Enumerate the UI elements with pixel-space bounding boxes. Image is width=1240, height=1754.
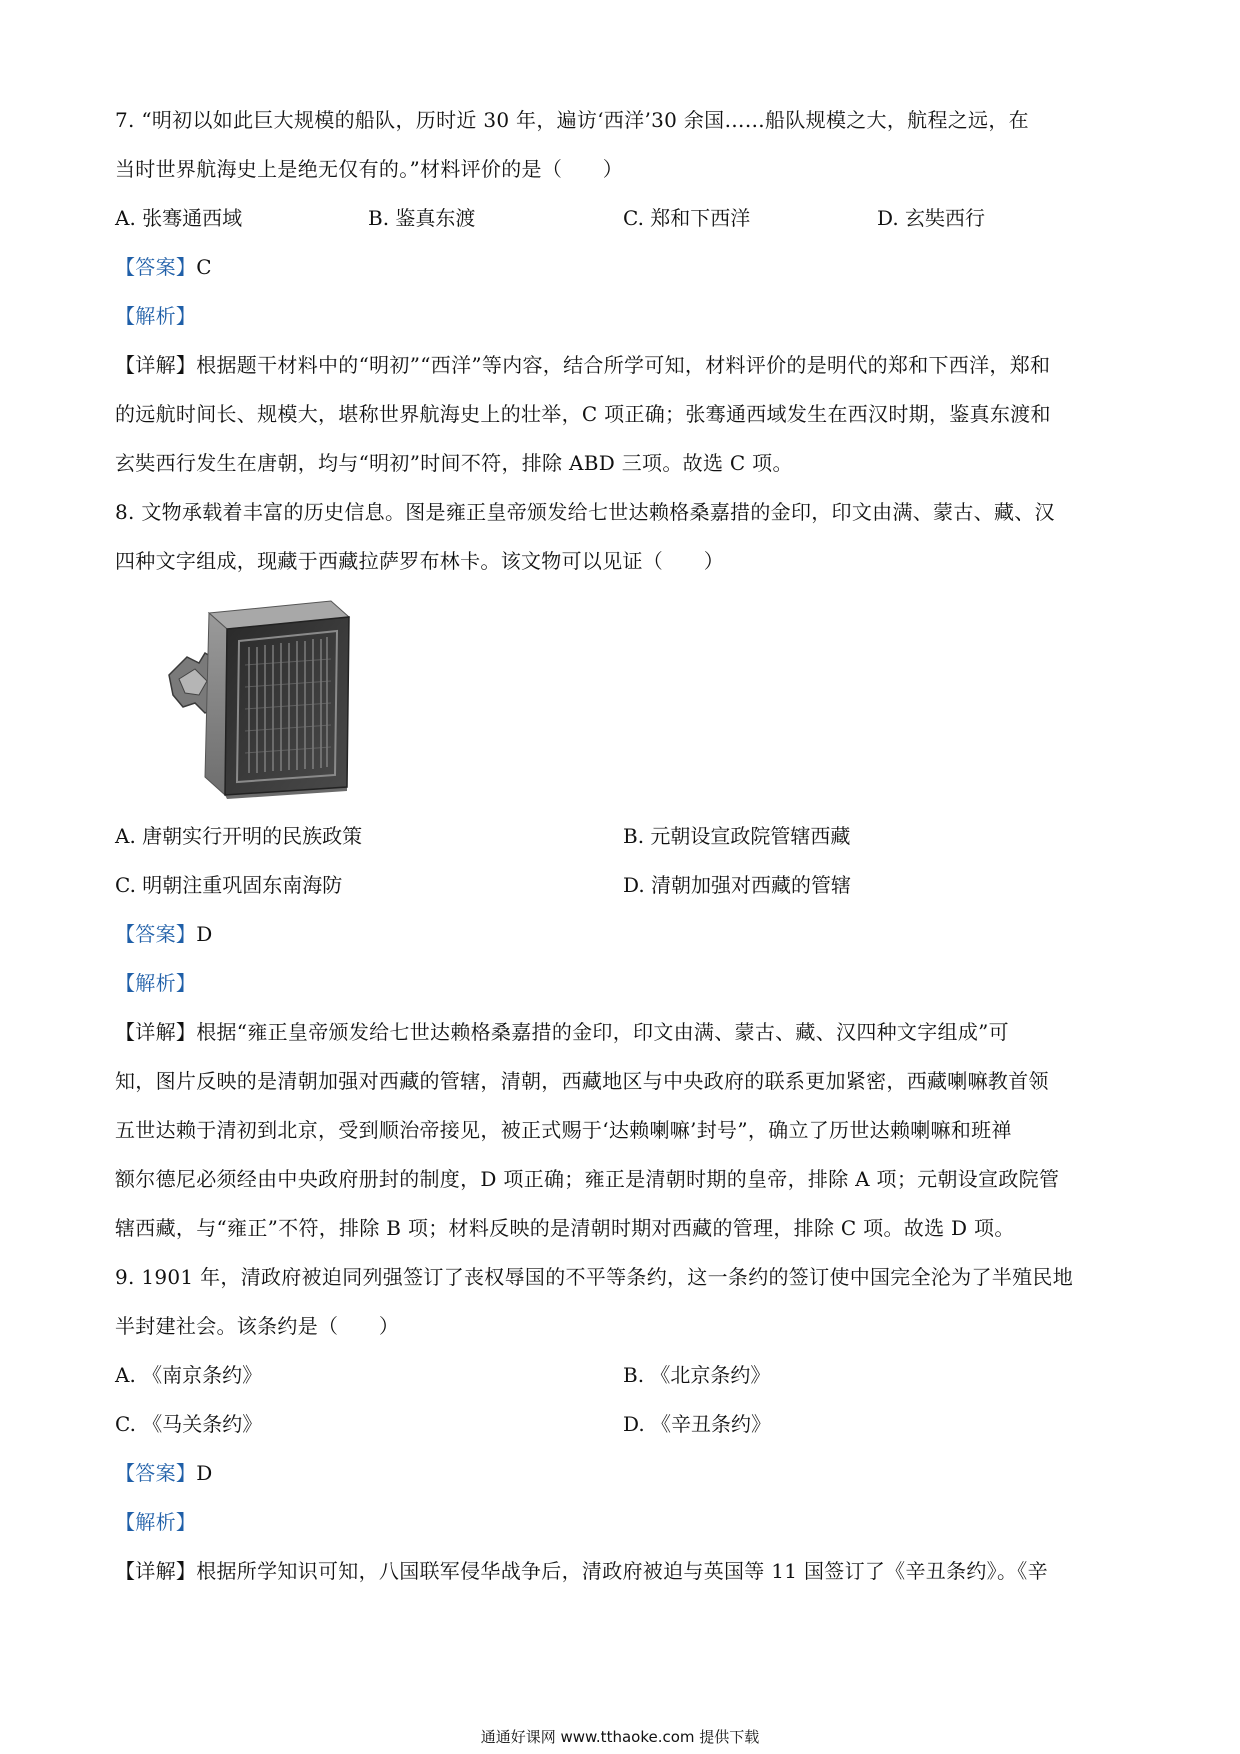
q9-detail-line-1 (115, 1558, 1135, 1584)
q7-detail-line-1 (115, 352, 1135, 378)
q8-detail-line-1 (115, 1019, 1135, 1045)
q8-option-d: D. 清朝加强对西藏的管辖 (623, 873, 852, 897)
q7-stem-line-1: 7. “明初以如此巨大规模的船队，历时近 30 年，遍访‘西洋’30 余国……船队规模之大，航程之远，在 (115, 108, 1029, 132)
q8-option-a: A. 唐朝实行开明的民族政策 (115, 824, 363, 848)
q9-analysis-tag (115, 1509, 1135, 1535)
q8-detail-line-5: 辖西藏，与“雍正”不符，排除 B 项；材料反映的是清朝时期对西藏的管理，排除 C 项。故选 D 项。 (115, 1216, 1015, 1240)
detail-text: 根据所学知识可知，八国联军侵华战争后，清政府被迫与英国等 11 国签订了《辛丑条约》。《辛 (196, 1559, 1048, 1583)
q8-answer (115, 921, 1135, 947)
detail-text: 根据题干材料中的“明初”“西洋”等内容，结合所学可知，材料评价的是明代的郑和下西洋，郑和 (196, 353, 1051, 377)
q7-option-a: A. 张骞通西域 (115, 206, 243, 230)
answer-tag: 【答案】 (115, 922, 197, 946)
q9-stem-line-2: 半封建社会。该条约是（ ） (115, 1314, 400, 1338)
q8-detail-line-4: 额尔德尼必须经由中央政府册封的制度，D 项正确；雍正是清朝时期的皇帝，排除 A 项；元朝设宣政院管 (115, 1167, 1060, 1191)
q8-detail-line-2: 知，图片反映的是清朝加强对西藏的管辖，清朝，西藏地区与中央政府的联系更加紧密，西藏喇嘛教首领 (115, 1069, 1049, 1093)
detail-text: 根据“雍正皇帝颁发给七世达赖格桑嘉措的金印，印文由满、蒙古、藏、汉四种文字组成”可 (196, 1020, 1009, 1044)
q7-detail-line-3: 玄奘西行发生在唐朝，均与“明初”时间不符，排除 ABD 三项。故选 C 项。 (115, 451, 793, 475)
q9-stem-line-1: 9. 1901 年，清政府被迫同列强签订了丧权辱国的不平等条约，这一条约的签订使中国完全沦为了半殖民地 (115, 1265, 1073, 1289)
q9-option-a: A. 《南京条约》 (115, 1363, 263, 1387)
golden-seal-photo (165, 595, 355, 800)
q7-stem-line-2: 当时世界航海史上是绝无仅有的。”材料评价的是（ ） (115, 157, 624, 181)
q7-analysis-tag (115, 303, 1135, 329)
q7-detail-line-2: 的远航时间长、规模大，堪称世界航海史上的壮举，C 项正确；张骞通西域发生在西汉时期，鉴真东渡和 (115, 402, 1051, 426)
q9-answer (115, 1460, 1135, 1486)
q8-analysis-tag (115, 970, 1135, 996)
q8-option-c: C. 明朝注重巩固东南海防 (115, 873, 343, 897)
analysis-tag: 【解析】 (115, 971, 197, 995)
q7-option-b: B. 鉴真东渡 (368, 206, 476, 230)
answer-value: C (196, 255, 212, 279)
q8-option-b: B. 元朝设宣政院管辖西藏 (623, 824, 851, 848)
q8-stem-line-1: 8. 文物承载着丰富的历史信息。图是雍正皇帝颁发给七世达赖格桑嘉措的金印，印文由满、蒙古、藏、汉 (115, 500, 1055, 524)
q9-option-d: D. 《辛丑条约》 (623, 1412, 772, 1436)
q8-detail-line-3: 五世达赖于清初到北京，受到顺治帝接见，被正式赐于‘达赖喇嘛’封号”，确立了历世达赖喇嘛和班禅 (115, 1118, 1012, 1142)
q9-option-b: B. 《北京条约》 (623, 1363, 771, 1387)
q7-option-d: D. 玄奘西行 (877, 206, 986, 230)
footer-watermark: 通通好课网 www.tthaoke.com 提供下载 (480, 1728, 760, 1746)
answer-tag: 【答案】 (115, 1461, 197, 1485)
answer-value: D (196, 922, 213, 946)
q7-answer (115, 254, 1135, 280)
answer-tag: 【答案】 (115, 255, 197, 279)
detail-tag: 【详解】 (115, 1559, 197, 1583)
detail-tag: 【详解】 (115, 1020, 197, 1044)
analysis-tag: 【解析】 (115, 1510, 197, 1534)
analysis-tag: 【解析】 (115, 304, 197, 328)
q8-stem-line-2: 四种文字组成，现藏于西藏拉萨罗布林卡。该文物可以见证（ ） (115, 549, 724, 573)
detail-tag: 【详解】 (115, 353, 197, 377)
q9-option-c: C. 《马关条约》 (115, 1412, 263, 1436)
q7-option-c: C. 郑和下西洋 (623, 206, 751, 230)
answer-value: D (196, 1461, 213, 1485)
